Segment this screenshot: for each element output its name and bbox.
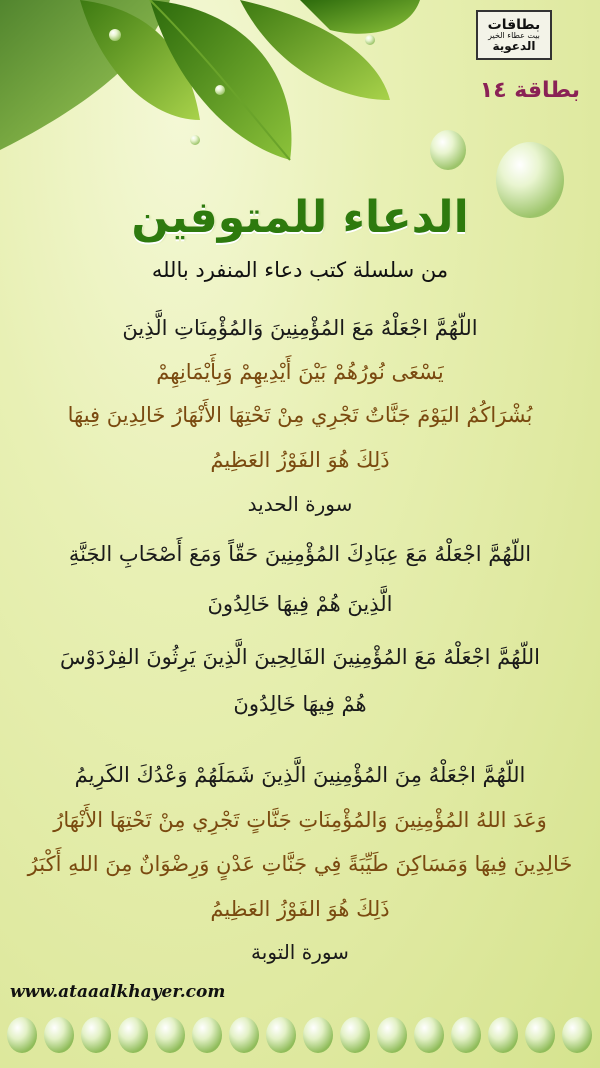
card-number: بطاقة ١٤	[479, 78, 580, 103]
logo-line-1: بطاقات	[487, 17, 541, 33]
water-drop	[81, 1017, 111, 1053]
logo-line-2: بيت عطاء الخير	[488, 31, 540, 40]
dua-line: اللّهُمَّ اجْعَلْهُ مِنَ المُؤْمِنِينَ الَّذِينَ شَمَلَهُمْ وَعْدُكَ الكَرِيمُ	[74, 763, 526, 787]
water-drop	[192, 1017, 222, 1053]
dua-line: الَّذِينَ هُمْ فِيهَا خَالِدُونَ	[207, 592, 393, 616]
surah-source: سورة الحديد	[247, 492, 353, 516]
water-drop	[266, 1017, 296, 1053]
verse-line: ذَلِكَ هُوَ الفَوْزُ العَظِيمُ	[210, 448, 390, 472]
verse-line: يَسْعَى نُورُهُمْ بَيْنَ أَيْدِيهِمْ وَبِأَيْمَانِهِمْ	[156, 360, 444, 384]
verse-line: بُشْرَاكُمُ اليَوْمَ جَنَّاتٌ تَجْرِي مِنْ تَحْتِهَا الأَنْهَارُ خَالِدِينَ فِيهَا	[67, 403, 533, 427]
water-drop	[451, 1017, 481, 1053]
water-drop	[377, 1017, 407, 1053]
water-drop	[303, 1017, 333, 1053]
logo-line-3: الدعوية	[492, 39, 536, 53]
water-drops-border	[0, 1005, 600, 1068]
water-drop	[7, 1017, 37, 1053]
publisher-logo	[476, 10, 552, 60]
verse-line: خَالِدِينَ فِيهَا وَمَسَاكِنَ طَيِّبَةً فِي جَنَّاتِ عَدْنٍ وَرِضْوَانٌ مِنَ اللهِ أَكْبَرُ	[27, 852, 573, 876]
surah-source: سورة التوبة	[251, 940, 349, 964]
water-drop	[340, 1017, 370, 1053]
verse-line: ذَلِكَ هُوَ الفَوْزُ العَظِيمُ	[210, 897, 390, 921]
water-drop	[229, 1017, 259, 1053]
dua-line: هُمْ فِيهَا خَالِدُونَ	[233, 692, 367, 716]
dua-line: اللّهُمَّ اجْعَلْهُ مَعَ عِبَادِكَ المُؤْمِنِينَ حَقّاً وَمَعَ أَصْحَابِ الجَنَّةِ	[68, 542, 532, 566]
page-title: الدعاء للمتوفين	[131, 192, 469, 243]
series-subtitle: من سلسلة كتب دعاء المنفرد بالله	[151, 258, 449, 282]
water-drop	[562, 1017, 592, 1053]
website-link[interactable]: www.ataaalkhayer.com	[10, 982, 226, 1002]
water-drop	[44, 1017, 74, 1053]
water-drop	[414, 1017, 444, 1053]
verse-line: وَعَدَ اللهُ المُؤْمِنِينَ وَالمُؤْمِنَاتِ جَنَّاتٍ تَجْرِي مِنْ تَحْتِهَا الأَنْهَارُ	[53, 808, 547, 832]
water-drop	[118, 1017, 148, 1053]
water-drop	[525, 1017, 555, 1053]
water-drop	[488, 1017, 518, 1053]
water-drop	[155, 1017, 185, 1053]
dua-line: اللّهُمَّ اجْعَلْهُ مَعَ المُؤْمِنِينَ وَالمُؤْمِنَاتِ الَّذِينَ	[122, 316, 478, 340]
dua-line: اللّهُمَّ اجْعَلْهُ مَعَ المُؤْمِنِينَ الفَالِحِينَ الَّذِينَ يَرِثُونَ الفِرْدَوْسَ	[59, 645, 541, 669]
